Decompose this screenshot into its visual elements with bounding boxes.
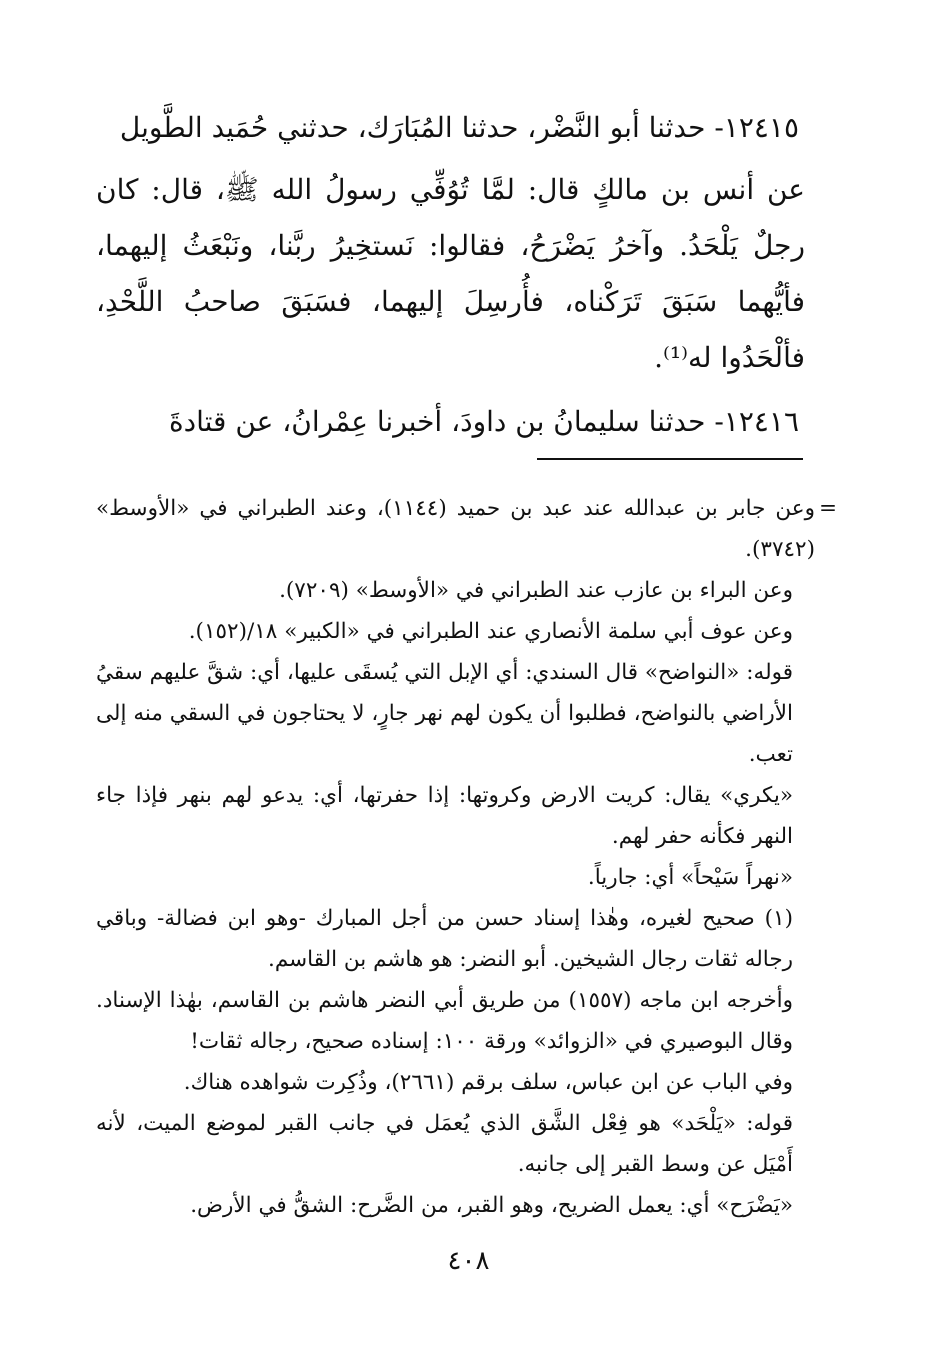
footnote-line-text: وعن جابر بن عبدالله عند عبد بن حميد (١١٤٤)، وعند الطبراني في «الأوسط» (٣٧٤٢). — [96, 496, 815, 562]
footnote-line: (١) صحيح لغيره، وهٰذا إسناد حسن من أجل المبارك -وهو ابن فضالة- وباقي رجاله ثقات رجال الشيخين. أبو النضر: هو هاشم بن القاسم. — [96, 906, 793, 972]
footnote-line: وعن عوف أبي سلمة الأنصاري عند الطبراني في «الكبير» ١٨/(١٥٢). — [188, 619, 793, 644]
page-number: ٤٠٨ — [447, 1246, 490, 1276]
footnote-line — [96, 488, 837, 570]
footnote-line: وأخرجه ابن ماجه (١٥٥٧) من طريق أبي النضر هاشم بن القاسم، بهٰذا الإسناد. وقال البوصيري في «الزوائد» ورقة ١٠٠: إسناده صحيح، رجاله ثقات! — [96, 988, 793, 1054]
hadith-12415-matn: عن أنس بن مالكٍ قال: لمَّا تُوُفِّي رسولُ الله ﷺ، قال: كان رجلٌ يَلْحَدُ. وآخرُ يَضْرَحُ، فقالوا: نَستخِيرُ ربَّنا، ونَبْعَثُ إليهما، فأيُّهما سَبَقَ تَرَكْناه، فأُرسِلَ إليهما، فسَبَقَ صاحبُ اللَّحْدِ، فألْحَدُوا له⁽¹⁾. — [96, 173, 805, 374]
footnotes — [96, 488, 837, 1226]
continuation-mark: = — [818, 496, 837, 521]
main-text — [96, 100, 805, 450]
footnote-line: قوله: «يَلْحَد» هو فِعْل الشَّق الذي يُعمَل في جانب القبر لموضع الميت، لأنه أَمْيَل عن وسط القبر إلى جانبه. — [96, 1111, 793, 1177]
hadith-12415-isnad: ١٢٤١٥- حدثنا أبو النَّضْر، حدثنا المُبَارَك، حدثني حُمَيد الطَّويل — [119, 111, 799, 144]
footnote-line: وعن البراء بن عازب عند الطبراني في «الأوسط» (٧٢٠٩). — [279, 578, 793, 603]
footnote-line: «يَضْرَح» أي: يعمل الضريح، وهو القبر، من الضَّرح: الشقُّ في الأرض. — [190, 1193, 793, 1218]
footnote-line: «نهراً سَيْحاً» أي: جارياً. — [587, 865, 793, 890]
footnote-line: «يكري» يقال: كريت الارض وكروتها: إذا حفرتها، أي: يدعو لهم بنهر فإذا جاء النهر فكأنه حفر لهم. — [96, 783, 793, 849]
footnote-line: وفي الباب عن ابن عباس، سلف برقم (٢٦٦١)، وذُكِرت شواهده هناك. — [183, 1070, 793, 1095]
footnote-divider — [537, 458, 803, 460]
footnote-line: قوله: «النواضح» قال السندي: أي الإبل التي يُسقَى عليها، أي: شقَّ عليهم سقيُ الأراضي بالنواضح، فطلبوا أن يكون لهم نهر جارٍ، لا يحتاجون في السقي منه إلى تعب. — [96, 660, 793, 767]
hadith-12416-isnad: ١٢٤١٦- حدثنا سليمانُ بن داودَ، أخبرنا عِمْرانُ، عن قتادةَ — [168, 405, 799, 438]
